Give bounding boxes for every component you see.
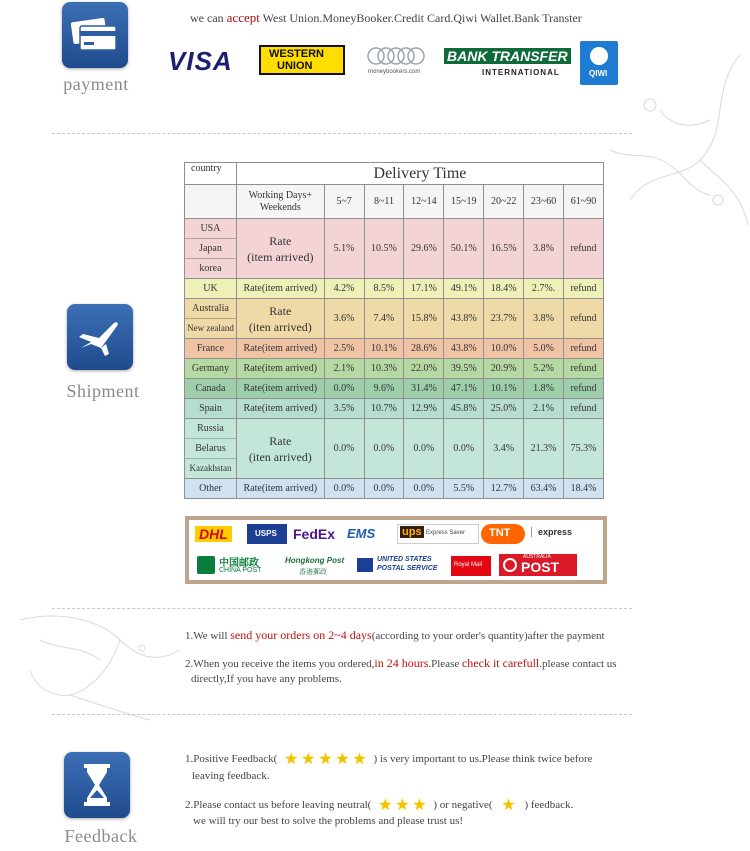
rate-value: 2.7%. (524, 279, 564, 299)
country-name: Japan (185, 238, 236, 258)
airplane-icon (67, 304, 133, 370)
rate-label-cell (236, 219, 324, 279)
fedex-logo: FedEx (293, 526, 336, 542)
usps-logo-text: USPS (255, 529, 277, 538)
rate-value: 43.8% (444, 339, 484, 359)
rate-value: 5.1% (324, 219, 364, 279)
rate-value: 12.9% (404, 399, 444, 419)
rate-value: 45.8% (444, 399, 484, 419)
day-range-header: 61~90 (563, 185, 603, 219)
payment-intro-accept: accept (226, 10, 260, 25)
rate-value: 31.4% (404, 379, 444, 399)
rate-label: Rate (269, 433, 292, 448)
rate-value: 10.7% (364, 399, 404, 419)
payment-intro-post: West Union.MoneyBooker.Credit Card.Qiwi Wallet.Bank Transter (259, 11, 582, 25)
rate-value: refund (563, 339, 603, 359)
rate-value: 18.4% (563, 479, 603, 499)
rate-value: 63.4% (524, 479, 564, 499)
day-range-header: 5~7 (324, 185, 364, 219)
divider-2 (52, 608, 632, 609)
feedback-note-1 (185, 752, 593, 768)
tnt-logo (481, 524, 525, 544)
feedback2-mid: ) or negative( (433, 799, 493, 811)
rate-value: 0.0% (404, 479, 444, 499)
ups-logo (397, 524, 479, 544)
royal-mail-text: Royal Mail (454, 562, 483, 568)
rate-label: Rate(item arrived) (236, 359, 324, 379)
rate-value: 28.6% (404, 339, 444, 359)
payment-intro-pre: we can (190, 11, 227, 25)
rate-value: 0.0% (364, 419, 404, 479)
country-name: Belarus (185, 438, 236, 458)
note2-highlight-1: in 24 hours (374, 656, 429, 670)
usps-line1: UNITED STATES (377, 556, 432, 563)
day-range-header: 23~60 (524, 185, 564, 219)
express-logo: express (531, 527, 572, 537)
country-name: USA (200, 223, 221, 234)
dhl-logo: DHL (195, 526, 232, 542)
delivery-time-title (236, 163, 603, 185)
star-icon: ★ (412, 797, 427, 814)
rate-value: refund (563, 299, 603, 339)
rate-value: refund (563, 279, 603, 299)
country-name: Russia (197, 423, 224, 434)
feedback-note-2-line2: we will try our best to solve the problems and please trust us! (193, 815, 464, 827)
note2-mid: .Please (428, 658, 462, 670)
star-icon: ★ (284, 751, 299, 768)
rate-value: refund (563, 219, 603, 279)
payment-icon-tile (62, 2, 128, 68)
ems-logo: EMS (347, 526, 376, 541)
rate-value: 75.3% (563, 419, 603, 479)
rate-value: 5.2% (524, 359, 564, 379)
neutral-stars (378, 797, 429, 814)
rate-value: 23.7% (484, 299, 524, 339)
rate-value: 3.6% (324, 299, 364, 339)
rate-value: 2.1% (324, 359, 364, 379)
feedback2-pre: 2.Please contact us before leaving neutral( (185, 799, 372, 811)
rate-value: 0.0% (324, 379, 364, 399)
rate-label-sub: (item arrived) (247, 249, 314, 264)
star-icon: ★ (335, 751, 350, 768)
note2-highlight-2: check it carefull (461, 656, 540, 670)
rate-value: 2.1% (524, 399, 564, 419)
payment-methods-text (190, 10, 582, 26)
country-cell (185, 419, 237, 479)
payment-section-label: payment (63, 74, 129, 94)
rate-value: 50.1% (444, 219, 484, 279)
rate-value: 1.8% (524, 379, 564, 399)
australia-post-p-icon (503, 558, 517, 572)
rate-value: 0.0% (444, 419, 484, 479)
country-name: Spain (185, 399, 237, 419)
australia-post-text: POST (521, 559, 560, 575)
rate-value: 9.6% (364, 379, 404, 399)
divider-3 (52, 714, 632, 715)
feedback1-post: ) is very important to us.Please think twice before (373, 753, 593, 765)
feedback-section-label: Feedback (64, 826, 138, 846)
shipping-note-2-line2: directly,If you have any problems. (191, 673, 342, 685)
country-header (185, 163, 237, 185)
western-union-logo (259, 45, 345, 75)
delivery-time-title-text: Delivery Time (373, 164, 467, 182)
qiwi-logo (580, 41, 618, 85)
rate-value: 49.1% (444, 279, 484, 299)
shipment-section-label: Shipment (66, 381, 140, 401)
divider-1 (52, 133, 632, 134)
usps-eagle-icon (357, 558, 373, 572)
rate-label-cell (236, 299, 324, 339)
rate-value: 10.3% (364, 359, 404, 379)
feedback-icon-tile (64, 752, 130, 818)
country-name: Australia (192, 303, 229, 314)
rate-value: 16.5% (484, 219, 524, 279)
bank-transfer-logo (444, 48, 568, 80)
table-row-spain (185, 399, 604, 419)
country-name: Kazakhstan (185, 458, 236, 478)
star-icon: ★ (378, 797, 393, 814)
day-range-header: 15~19 (444, 185, 484, 219)
rate-value: 5.0% (524, 339, 564, 359)
carrier-logos-panel (185, 516, 607, 584)
visa-logo (168, 48, 232, 76)
tnt-logo-text: TNT (489, 527, 511, 539)
usps-postal-service-logo (357, 556, 445, 578)
table-row-usa (185, 219, 604, 279)
feedback-note-2 (185, 798, 573, 814)
country-name: France (185, 339, 237, 359)
qiwi-logo-text: QIWI (589, 69, 608, 78)
rate-label: Rate(item arrived) (236, 339, 324, 359)
rate-label: Rate(item arrived) (236, 399, 324, 419)
china-post-emblem-icon (197, 556, 215, 574)
rate-value: 18.4% (484, 279, 524, 299)
rate-label: Rate (269, 303, 292, 318)
rate-label: Rate(item arrived) (236, 379, 324, 399)
rate-value: refund (563, 379, 603, 399)
hourglass-icon (64, 752, 130, 818)
hongkong-post-logo (285, 554, 349, 578)
moneybookers-logo-text: moneybookers.com (368, 69, 421, 75)
rate-label: Rate(item arrived) (236, 479, 324, 499)
rate-value: 7.4% (364, 299, 404, 339)
qiwi-circle-icon (590, 47, 608, 65)
feedback1-pre: 1.Positive Feedback( (185, 753, 278, 765)
rate-value: 3.8% (524, 219, 564, 279)
rate-value: refund (563, 399, 603, 419)
country-name: UK (185, 279, 237, 299)
moneybookers-rings-icon (366, 44, 426, 68)
day-range-header: 20~22 (484, 185, 524, 219)
note1-post: (according to your order's quantity)after the payment (371, 630, 605, 642)
usps-eagle-logo (247, 524, 287, 544)
note2-post: .please contact us (539, 658, 617, 670)
rate-value: 8.5% (364, 279, 404, 299)
table-row-australia (185, 299, 604, 339)
country-cell (185, 299, 237, 339)
negative-stars (501, 797, 518, 814)
western-union-line1: WESTERN (269, 48, 324, 60)
australia-post-logo (499, 554, 577, 576)
hongkong-post-cn-text: 香港郵政 (299, 568, 327, 576)
rate-value: 0.0% (404, 419, 444, 479)
note1-highlight: send your orders on 2~4 days (230, 628, 372, 642)
moneybookers-logo (366, 44, 426, 80)
rate-value: refund (563, 359, 603, 379)
day-range-header: 12~14 (404, 185, 444, 219)
rate-value: 10.0% (484, 339, 524, 359)
rate-value: 12.7% (484, 479, 524, 499)
table-row-other (185, 479, 604, 499)
star-icon: ★ (318, 751, 333, 768)
china-post-en-text: CHINA POST (219, 567, 262, 574)
positive-stars (284, 751, 369, 768)
shipping-note-2 (185, 656, 617, 671)
working-days-header: Working Days+ Weekends (236, 185, 324, 219)
rate-label: Rate (269, 233, 292, 248)
rate-value: 22.0% (404, 359, 444, 379)
hongkong-post-text: Hongkong Post (285, 556, 345, 565)
rate-label: Rate(item arrived) (236, 279, 324, 299)
rate-value: 0.0% (324, 419, 364, 479)
bird-ornament-left (10, 590, 190, 730)
rate-value: 5.5% (444, 479, 484, 499)
royal-mail-logo (451, 556, 491, 576)
rate-value: 43.8% (444, 299, 484, 339)
day-range-header: 8~11 (364, 185, 404, 219)
country-name: Other (185, 479, 237, 499)
credit-card-icon (62, 2, 128, 68)
rate-value: 39.5% (444, 359, 484, 379)
rate-value: 15.8% (404, 299, 444, 339)
rate-value: 25.0% (484, 399, 524, 419)
rate-value: 4.2% (324, 279, 364, 299)
rate-value: 3.8% (524, 299, 564, 339)
rate-value: 10.1% (484, 379, 524, 399)
rate-value: 10.1% (364, 339, 404, 359)
shipping-note-1 (185, 628, 605, 643)
feedback2-post: ) feedback. (524, 799, 574, 811)
star-icon: ★ (301, 751, 316, 768)
feedback-note-1-line2: leaving feedback. (192, 770, 270, 782)
western-union-line2: UNION (277, 60, 313, 72)
delivery-time-table (184, 162, 604, 499)
country-name: Canada (185, 379, 237, 399)
rate-label-sub: (iten arrived) (248, 449, 312, 464)
rate-value: 47.1% (444, 379, 484, 399)
bank-transfer-line1: BANK TRANSFER (444, 48, 571, 64)
visa-logo-text: VISA (168, 46, 233, 76)
usps-line2: POSTAL SERVICE (377, 565, 438, 572)
country-header-text: country (191, 163, 222, 174)
rate-value: 2.5% (324, 339, 364, 359)
star-icon: ★ (352, 751, 367, 768)
china-post-cn-text: 中国邮政 (219, 558, 259, 569)
rate-value: 29.6% (404, 219, 444, 279)
country-name: korea (185, 258, 236, 278)
rate-value: 20.9% (484, 359, 524, 379)
ups-logo-text: ups (402, 526, 422, 538)
table-row-germany (185, 359, 604, 379)
rate-label-cell (236, 419, 324, 479)
shipment-icon-tile (67, 304, 133, 370)
rate-value: 3.5% (324, 399, 364, 419)
table-row-russia (185, 419, 604, 479)
rate-value: 0.0% (324, 479, 364, 499)
star-icon: ★ (501, 797, 516, 814)
rate-value: 10.5% (364, 219, 404, 279)
rate-label-sub: (iten arrived) (248, 319, 312, 334)
australia-post-top-text: AUSTRALIA (523, 554, 551, 560)
country-name: Germany (185, 359, 237, 379)
country-cell (185, 219, 237, 279)
star-icon: ★ (395, 797, 410, 814)
note2-pre: 2.When you receive the items you ordered, (185, 658, 375, 670)
ups-saver-text: Express Saver (426, 530, 466, 536)
bank-transfer-line2: INTERNATIONAL (482, 68, 560, 77)
table-row-uk (185, 279, 604, 299)
rate-value: 17.1% (404, 279, 444, 299)
china-post-logo (197, 554, 277, 578)
header-blank (185, 185, 237, 219)
note1-pre: 1.We will (185, 630, 231, 642)
rate-value: 3.4% (484, 419, 524, 479)
rate-value: 0.0% (364, 479, 404, 499)
country-name: New zealand (185, 318, 236, 338)
rate-value: 21.3% (524, 419, 564, 479)
table-row-france (185, 339, 604, 359)
table-row-canada (185, 379, 604, 399)
